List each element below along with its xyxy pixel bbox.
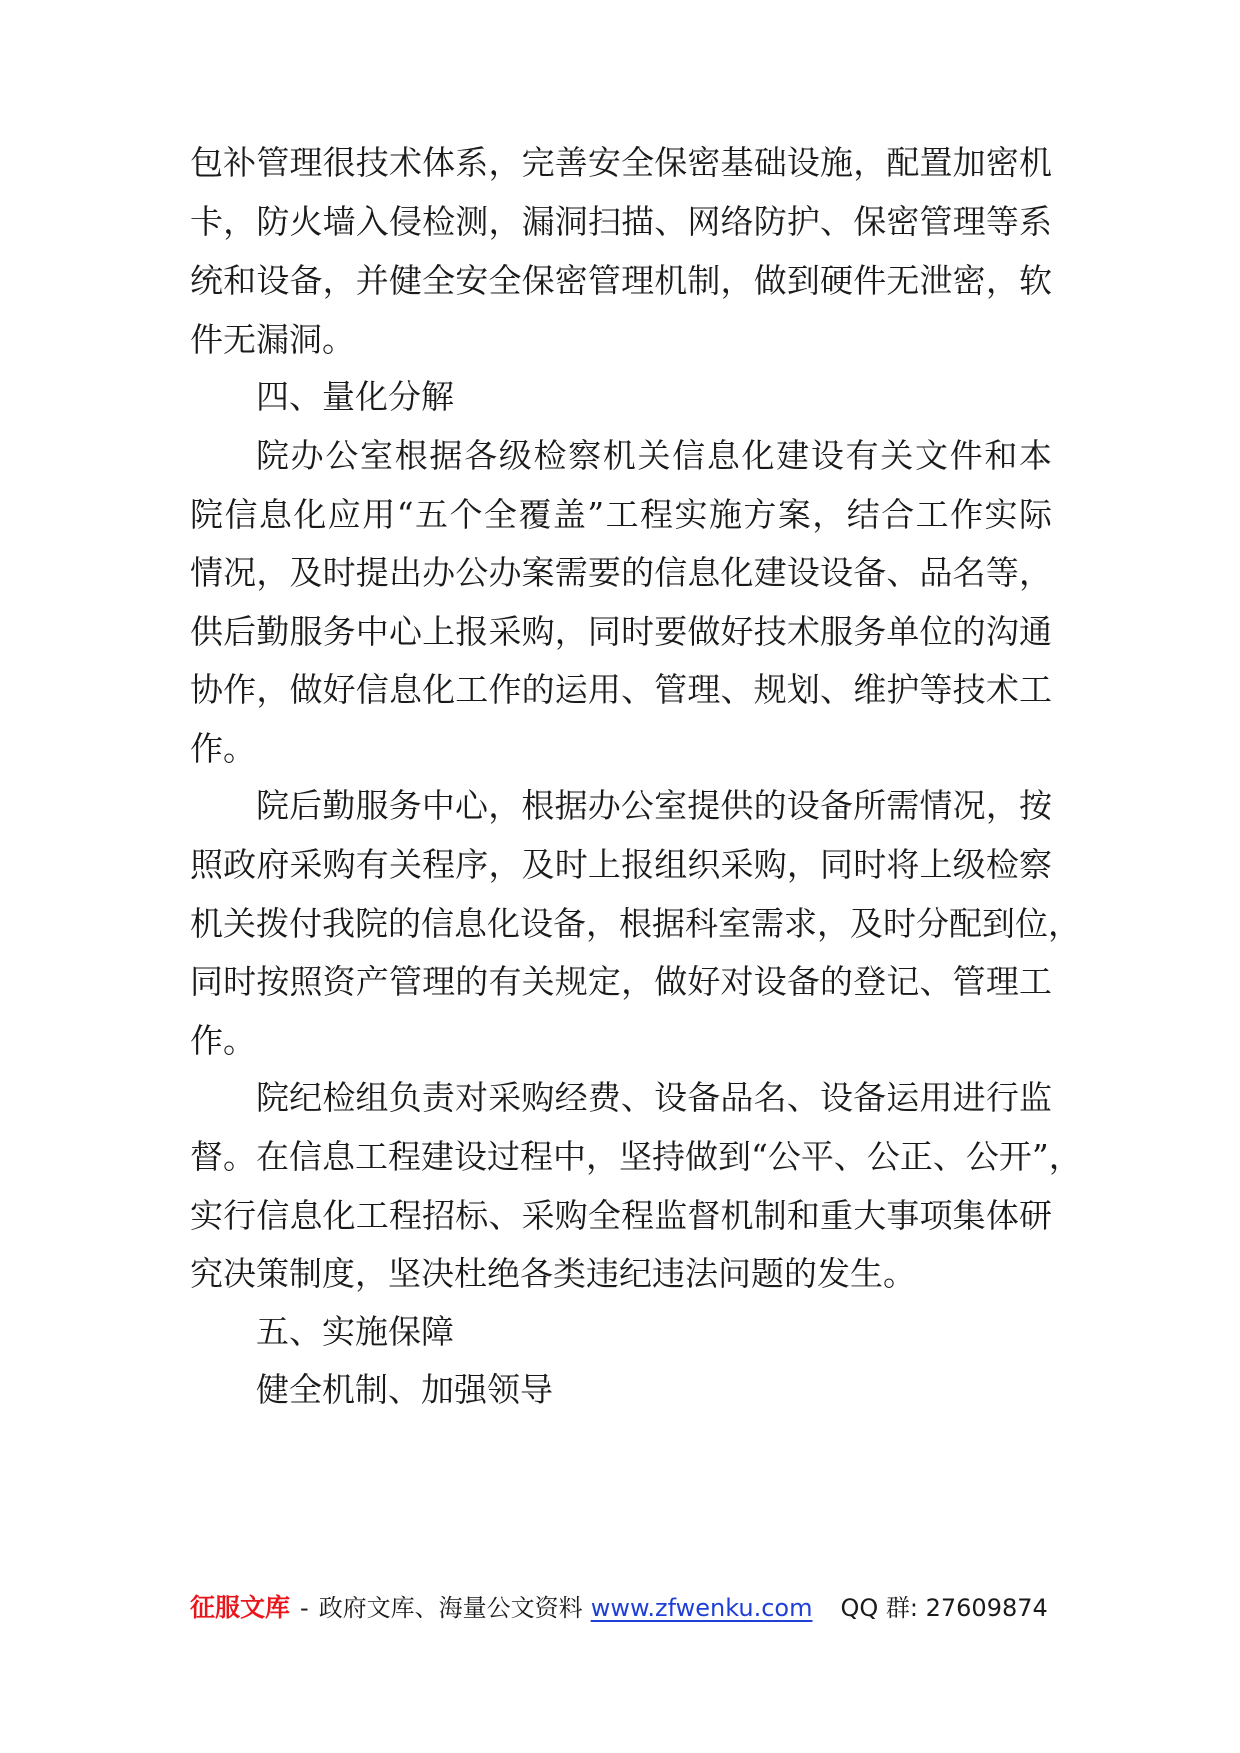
brand-name: 征服文库 [190,1593,291,1622]
subsection-heading: 健全机制、加强领导 [256,1370,553,1409]
paragraph-line: 照政府采购有关程序，及时上报组织采购，同时将上级检察 [190,845,1052,884]
paragraph-line: 院办公室根据各级检察机关信息化建设有关文件和本 [256,436,1052,475]
paragraph-line: 机关拨付我院的信息化设备，根据科室需求，及时分配到位， [190,904,1081,943]
paragraph-line: 作。 [190,1021,256,1060]
paragraph-line: 院信息化应用“五个全覆盖”工程实施方案，结合工作实际 [190,495,1052,534]
footer-description: 政府文库、海量公文资料 [318,1594,583,1622]
section-heading: 五、实施保障 [256,1312,454,1351]
paragraph-line: 情况，及时提出办公办案需要的信息化建设设备、品名等， [190,553,1052,592]
paragraph-line: 督。在信息工程建设过程中，坚持做到“公平、公正、公开”， [190,1137,1082,1176]
paragraph-line: 件无漏洞。 [190,320,355,359]
paragraph-line: 协作，做好信息化工作的运用、管理、规划、维护等技术工 [190,670,1052,709]
paragraph-line: 究决策制度，坚决杜绝各类违纪违法问题的发生。 [190,1254,916,1293]
paragraph-line: 供后勤服务中心上报采购，同时要做好技术服务单位的沟通 [190,612,1052,651]
section-heading: 四、量化分解 [256,377,454,416]
paragraph-line: 包补管理很技术体系，完善安全保密基础设施，配置加密机 [190,143,1052,182]
paragraph-line: 院纪检组负责对采购经费、设备品名、设备运用进行监 [256,1078,1052,1117]
paragraph-line: 同时按照资产管理的有关规定，做好对设备的登记、管理工 [190,962,1052,1001]
paragraph-line: 统和设备，并健全安全保密管理机制，做到硬件无泄密，软 [190,261,1052,300]
paragraph-line: 院后勤服务中心，根据办公室提供的设备所需情况，按 [256,786,1052,825]
footer-bar [190,1588,1060,1624]
website-link[interactable]: www.zfwenku.com [590,1594,813,1622]
qq-group: QQ 群: 27609874 [840,1594,1048,1622]
footer-separator: - [300,1594,309,1622]
paragraph-line: 实行信息化工程招标、采购全程监督机制和重大事项集体研 [190,1196,1052,1235]
paragraph-line: 作。 [190,729,256,768]
paragraph-line: 卡，防火墙入侵检测，漏洞扫描、网络防护、保密管理等系 [190,202,1052,241]
